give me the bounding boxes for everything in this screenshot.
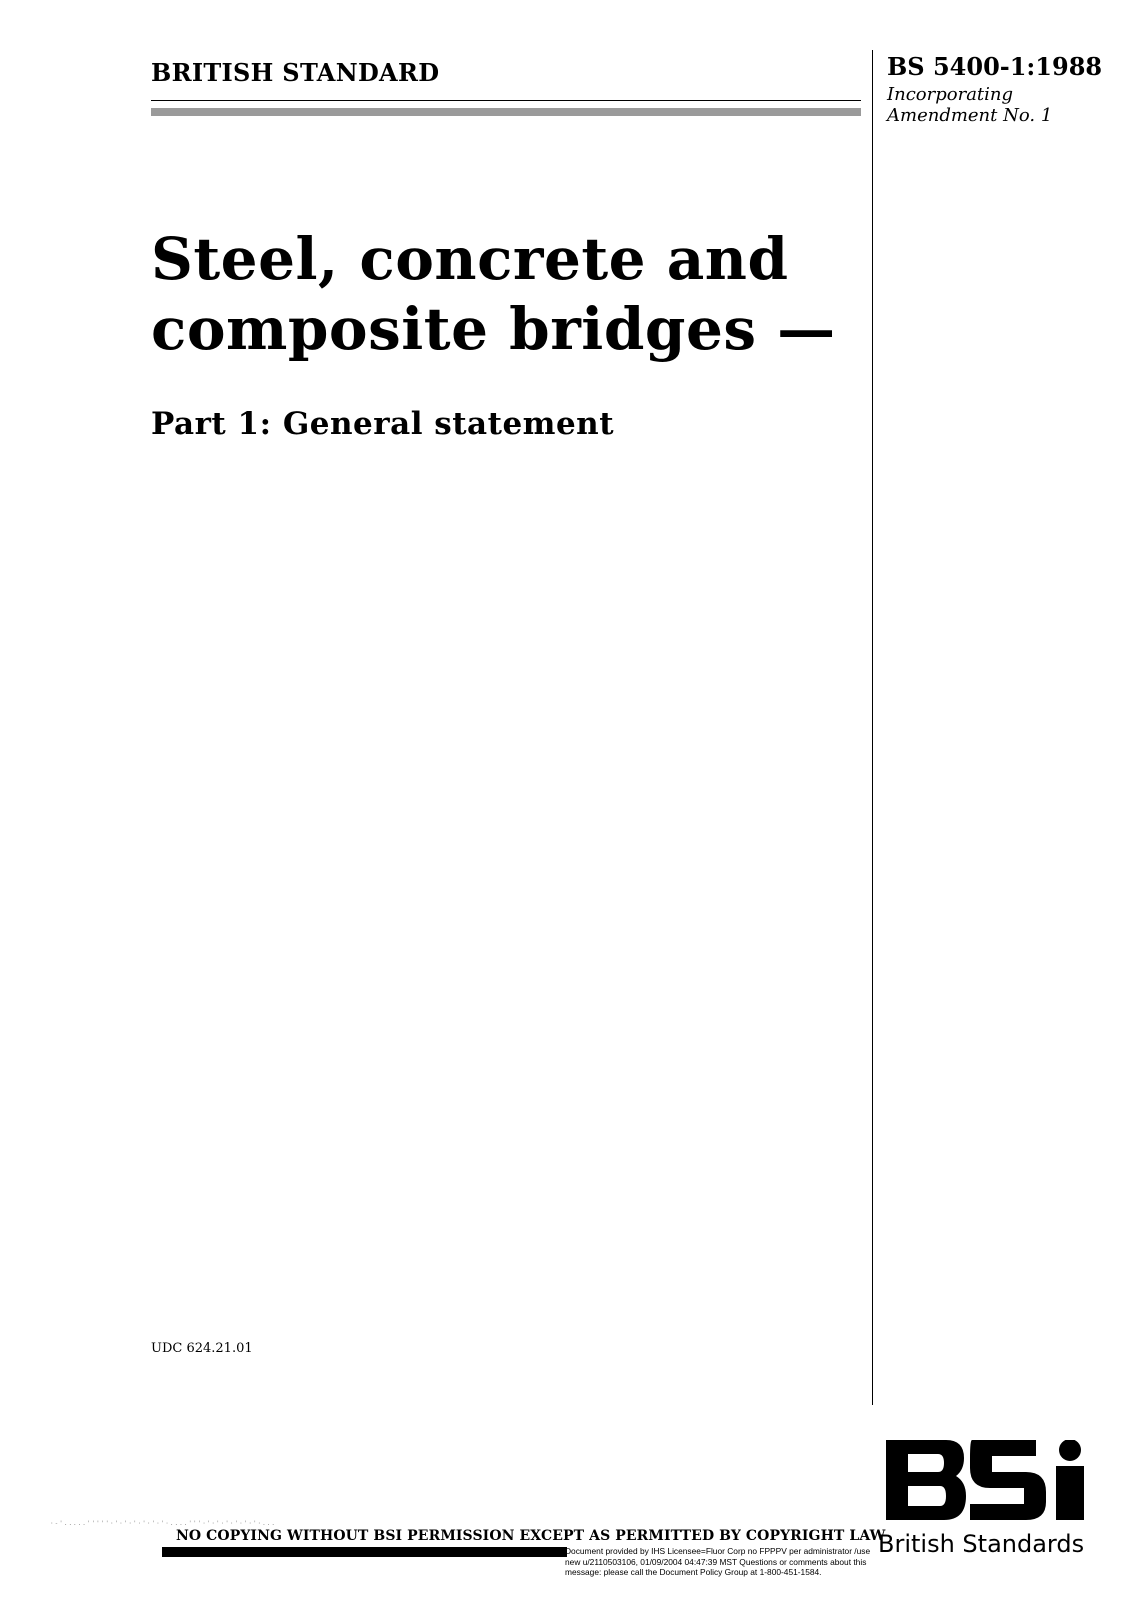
ihs-line-1: Document provided by IHS Licensee=Fluor Corp no FPPPV per administrator /use [565,1546,871,1556]
title-line-2: composite bridges — [151,295,836,363]
ihs-line-3: message: please call the Document Policy Group at 1-800-451-1584. [565,1567,822,1577]
copyright-notice: NO COPYING WITHOUT BSI PERMISSION EXCEPT AS PERMITTED BY COPYRIGHT LAW [176,1528,886,1544]
vertical-divider [872,50,873,1405]
amendment-line-2: Amendment No. 1 [887,105,1053,126]
bsi-logo-text [886,1440,887,1441]
amendment-line-1: Incorporating [887,84,1014,105]
bsi-logo [886,1440,1086,1520]
ihs-line-2: new u/2110503106, 01/09/2004 04:47:39 MST Questions or comments about this [565,1556,867,1567]
document-type-label: BRITISH STANDARD [151,58,440,87]
footer-black-bar [162,1547,567,1557]
bsi-logo-stem [1056,1466,1084,1520]
amendment-note [887,84,1117,126]
scan-speckle: ·-'.....'''''·'·'·'·'·'·'·....'''·'·'·'·'·'·'·... [50,1520,277,1527]
udc-code: UDC 624.21.01 [151,1341,253,1356]
document-title [151,224,851,364]
bsi-logo-letter-s [970,1440,1046,1520]
bsi-logo-letter-b [886,1440,966,1520]
bsi-logo-dot [1059,1440,1081,1461]
header-rule-thin [151,100,861,101]
bsi-tagline: British Standards [878,1530,1085,1558]
title-line-1: Steel, concrete and [151,225,789,293]
header-rule-thick [151,108,861,116]
standard-number: BS 5400-1:1988 [887,52,1103,81]
part-title: Part 1: General statement [151,406,615,442]
ihs-provision-note [565,1546,915,1578]
